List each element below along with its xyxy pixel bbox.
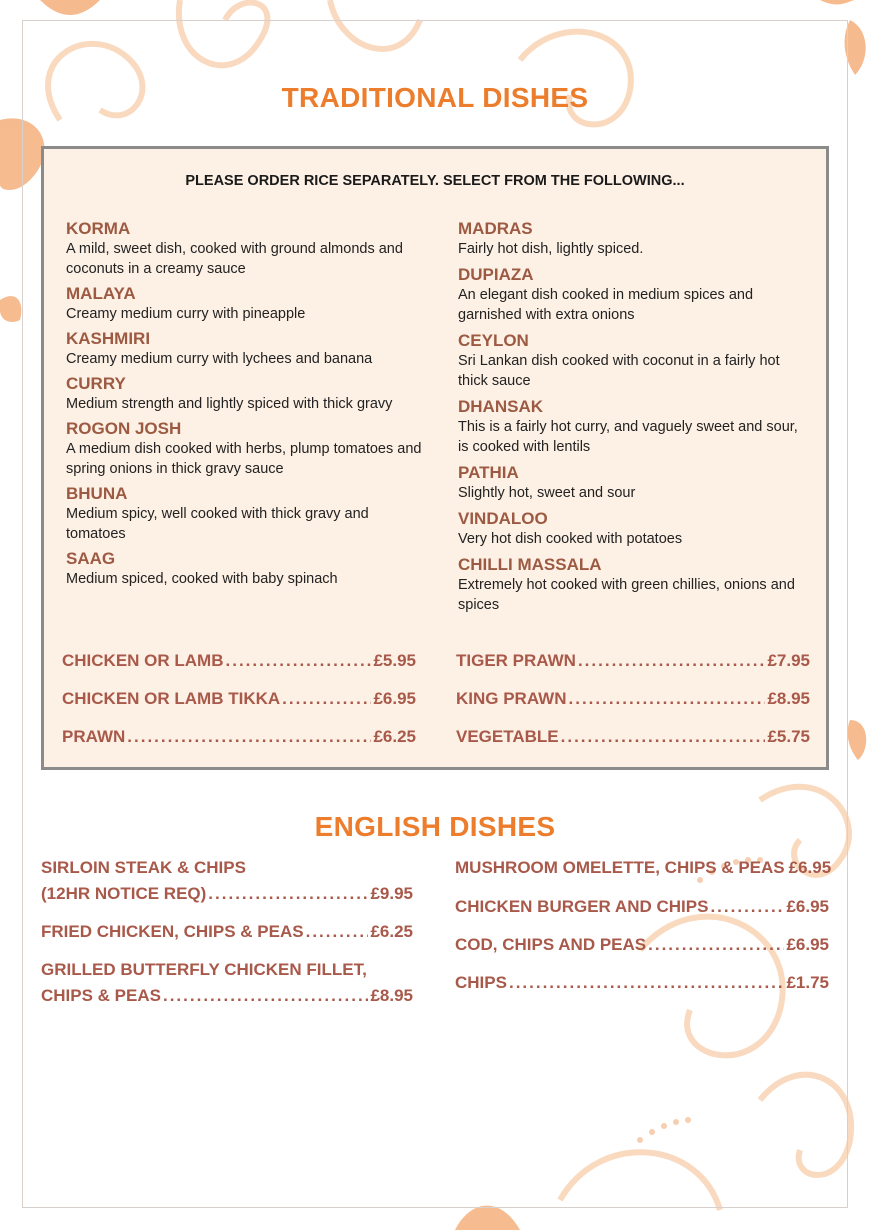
dish-item [66, 374, 426, 414]
price-label: CHICKEN OR LAMB [62, 651, 224, 670]
dot-leader [648, 935, 784, 955]
dish-description: A mild, sweet dish, cooked with ground almonds and coconuts in a creamy sauce [66, 241, 403, 277]
dish-description: Fairly hot dish, lightly spiced. [458, 241, 644, 257]
price-label: CHICKEN OR LAMB TIKKA [62, 689, 281, 708]
dish-description: Creamy medium curry with lychees and banana [66, 351, 373, 367]
dish-name: KASHMIRI [66, 329, 151, 348]
price-value: £5.75 [767, 727, 810, 746]
price-label: CHIPS & PEAS [41, 986, 161, 1005]
price-row [456, 727, 810, 747]
price-value: £1.75 [786, 973, 829, 992]
price-row [62, 689, 416, 709]
dot-leader [208, 884, 368, 904]
dish-name: CURRY [66, 374, 126, 393]
rice-instruction: PLEASE ORDER RICE SEPARATELY. SELECT FROM THE FOLLOWING... [185, 173, 685, 189]
dish-name: DUPIAZA [458, 265, 534, 284]
english-dish-line: SIRLOIN STEAK & CHIPS [41, 858, 246, 877]
price-label: FRIED CHICKEN, CHIPS & PEAS [41, 922, 304, 941]
dish-name: BHUNA [66, 484, 128, 503]
price-value: £5.95 [373, 651, 416, 670]
english-price-row [41, 884, 413, 904]
dish-item [66, 284, 426, 324]
dish-description: Extremely hot cooked with green chillies, onions and spices [458, 577, 795, 613]
dish-name: DHANSAK [458, 397, 543, 416]
english-price-row [455, 897, 829, 917]
price-value: £6.25 [373, 727, 416, 746]
dish-item [458, 219, 808, 259]
dish-column-left [66, 219, 426, 589]
dot-leader [226, 651, 372, 671]
price-label: MUSHROOM OMELETTE, CHIPS & PEAS [455, 858, 785, 877]
english-dishes-title: ENGLISH DISHES [314, 811, 556, 842]
dish-description: An elegant dish cooked in medium spices and garnished with extra onions [458, 287, 754, 323]
price-label: (12HR NOTICE REQ) [41, 884, 207, 903]
dish-item [66, 219, 426, 279]
dish-description: Medium spicy, well cooked with thick gravy and tomatoes [66, 506, 369, 542]
dish-item [458, 331, 808, 391]
english-price-row [455, 935, 829, 955]
price-label: VEGETABLE [456, 727, 559, 746]
dish-name: PATHIA [458, 463, 519, 482]
traditional-dishes-box [41, 146, 829, 770]
dish-item [458, 509, 808, 549]
dot-leader [306, 922, 369, 942]
dot-leader [710, 897, 784, 917]
dish-description: Medium spiced, cooked with baby spinach [66, 571, 338, 587]
dish-description: Very hot dish cooked with potatoes [458, 531, 683, 547]
english-dish-line: GRILLED BUTTERFLY CHICKEN FILLET, [41, 960, 367, 979]
dish-name: ROGON JOSH [66, 419, 182, 438]
dish-name: MALAYA [66, 284, 136, 303]
price-label: PRAWN [62, 727, 126, 746]
price-value: £7.95 [767, 651, 810, 670]
dish-description: This is a fairly hot curry, and vaguely sweet and sour, is cooked with lentils [458, 419, 798, 455]
dish-name: CHILLI MASSALA [458, 555, 602, 574]
dot-leader [127, 727, 371, 747]
price-value: £8.95 [767, 689, 810, 708]
price-label: COD, CHIPS AND PEAS [455, 935, 647, 954]
traditional-dishes-title: TRADITIONAL DISHES [281, 82, 589, 113]
price-label: TIGER PRAWN [456, 651, 576, 670]
dish-name: SAAG [66, 549, 116, 568]
dish-description: Sri Lankan dish cooked with coconut in a fairly hot thick sauce [458, 353, 780, 389]
dish-column-right [458, 219, 808, 615]
english-price-row [455, 973, 829, 993]
dish-name: CEYLON [458, 331, 529, 350]
price-label: CHICKEN BURGER AND CHIPS [455, 897, 709, 916]
price-value: £6.25 [370, 922, 413, 941]
dish-item [66, 419, 426, 479]
dot-leader [569, 689, 766, 709]
price-label: CHIPS [455, 973, 507, 992]
dish-item [458, 463, 808, 503]
dish-description: Medium strength and lightly spiced with thick gravy [66, 396, 393, 412]
dish-item [458, 555, 808, 615]
dot-leader [561, 727, 766, 747]
price-row [62, 651, 416, 671]
dish-item [66, 329, 426, 369]
price-value: £6.95 [373, 689, 416, 708]
dish-item [458, 397, 808, 457]
dot-leader [578, 651, 766, 671]
dish-name: MADRAS [458, 219, 533, 238]
english-price-row [41, 922, 413, 942]
dish-description: A medium dish cooked with herbs, plump tomatoes and spring onions in thick gravy sauce [66, 441, 422, 477]
dot-leader [282, 689, 371, 709]
dish-name: KORMA [66, 219, 131, 238]
price-label: KING PRAWN [456, 689, 567, 708]
price-value: £6.95 [786, 935, 829, 954]
price-value: £6.95 [788, 858, 832, 877]
dish-item [66, 549, 426, 589]
price-value: £8.95 [370, 986, 413, 1005]
dish-description: Creamy medium curry with pineapple [66, 306, 306, 322]
dish-item [66, 484, 426, 544]
english-price-row [455, 858, 832, 878]
english-price-row [41, 986, 413, 1006]
dot-leader [163, 986, 368, 1006]
price-row [456, 651, 810, 671]
price-value: £6.95 [786, 897, 829, 916]
price-row [456, 689, 810, 709]
price-value: £9.95 [370, 884, 413, 903]
dish-name: VINDALOO [458, 509, 548, 528]
dot-leader [509, 973, 784, 993]
price-row [62, 727, 416, 747]
dish-description: Slightly hot, sweet and sour [458, 485, 636, 501]
dish-item [458, 265, 808, 325]
